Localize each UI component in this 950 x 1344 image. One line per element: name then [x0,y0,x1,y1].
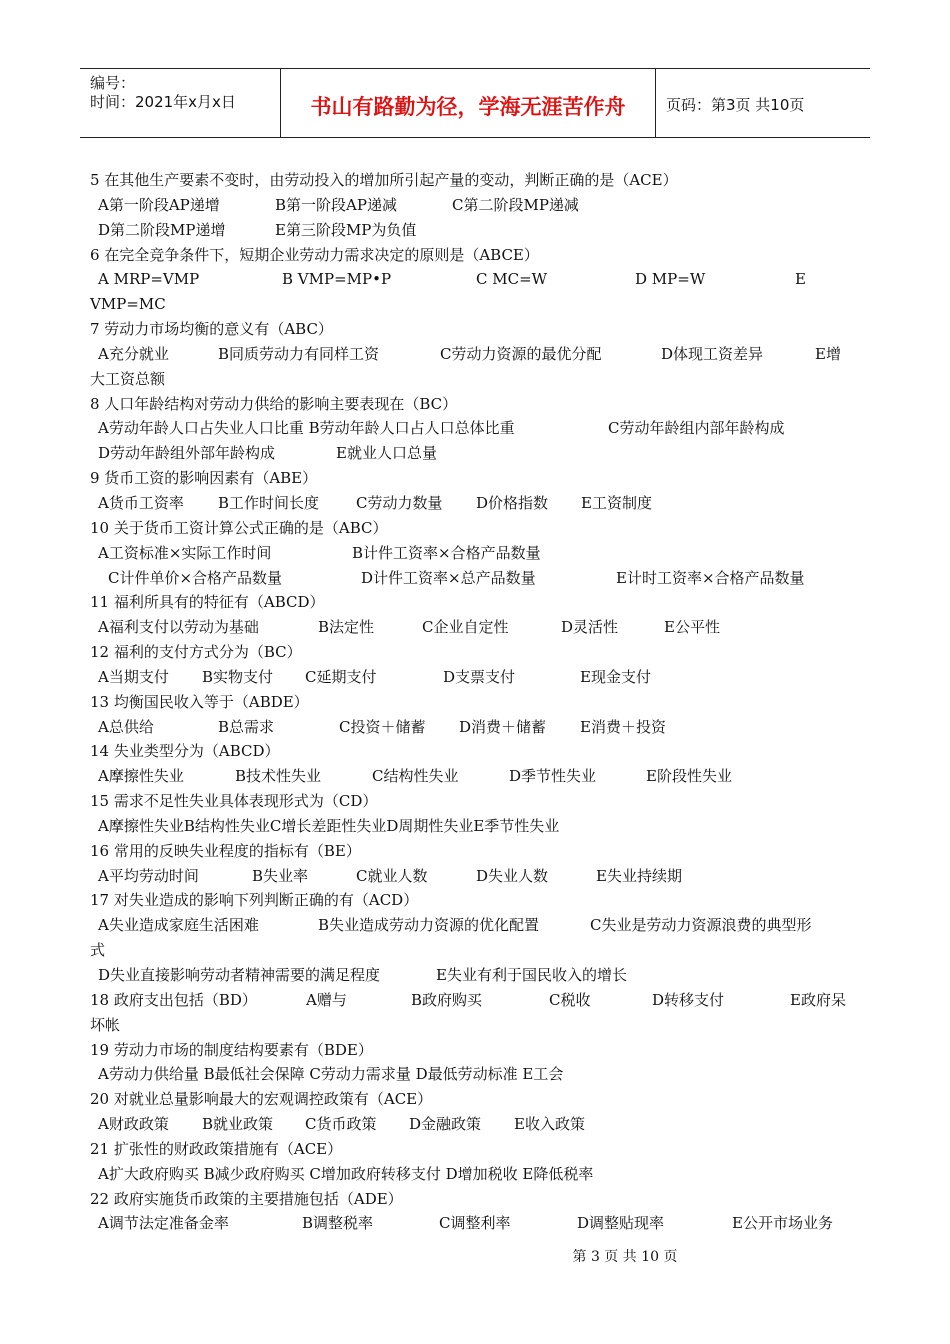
option-c: C延期支付 [305,667,377,686]
question-list [90,168,860,1236]
question-13-title: 13 均衡国民收入等于（ABDE） [90,692,309,711]
question-8-title: 8 人口年龄结构对劳动力供给的影响主要表现在（BC） [90,394,458,413]
question-14-title: 14 失业类型分为（ABCD） [90,742,280,761]
option-b: B失业造成劳动力资源的优化配置 [318,916,540,935]
question-7-options-row1 [90,342,860,367]
header-motto: 书山有路勤为径，学海无涯苦作舟 [310,95,626,119]
option-d: D第二阶段MP递增 [98,220,226,239]
option-d: D MP=W [635,270,706,289]
question-8-options-row1 [90,416,860,441]
question-17-option-c-continued: 式 [90,941,106,960]
option-b: B技术性失业 [235,767,322,786]
option-e: E [795,270,806,289]
question-10-title: 10 关于货币工资计算公式正确的是（ABC） [90,518,388,537]
question-5-options-row1 [90,193,860,218]
option-b: B实物支付 [202,667,274,686]
page-footer [0,1246,950,1266]
question-15-title: 15 需求不足性失业具体表现形式为（CD） [90,792,378,811]
option-e: E阶段性失业 [646,767,732,786]
question-10-options-row1 [90,541,860,566]
option-d: D失业直接影响劳动者精神需要的满足程度 [98,966,381,984]
question-15-options: A摩擦性失业B结构性失业C增长差距性失业D周期性失业E季节性失业 [98,816,560,835]
option-c: C税收 [549,990,591,1009]
question-16-title: 16 常用的反映失业程度的指标有（BE） [90,841,361,860]
option-a-b: A劳动年龄人口占失业人口比重 B劳动年龄人口占人口总体比重 [98,419,515,438]
option-e: E计时工资率×合格产品数量 [616,568,805,587]
question-8-options-row2 [90,441,860,466]
option-b: B工作时间长度 [218,493,320,512]
option-a: A当期支付 [98,667,169,686]
question-19-options: A劳动力供给量 B最低社会保障 C劳动力需求量 D最低劳动标准 E工会 [98,1065,564,1084]
question-9-options [90,491,860,516]
option-d: D调整贴现率 [577,1214,665,1233]
option-d: D消费＋储蓄 [459,717,547,736]
question-5-options-row2 [90,218,860,243]
option-e: E政府呆 [790,990,846,1009]
option-c: C劳动年龄组内部年龄构成 [608,419,785,438]
question-7-option-e-continued: 大工资总额 [90,369,166,388]
option-c: C企业自定性 [422,618,509,637]
question-12-options [90,665,860,690]
option-b: B法定性 [318,618,375,637]
option-b: B调整税率 [302,1214,374,1233]
question-11-title: 11 福利所具有的特征有（ABCD） [90,593,325,612]
option-d: D劳动年龄组外部年龄构成 [98,444,276,463]
option-a: A失业造成家庭生活困难 [98,916,259,935]
option-e: E工资制度 [581,493,652,512]
question-6-option-e-continued: VMP=MC [90,295,166,314]
option-c: C MC=W [476,270,548,289]
option-e: E增 [815,344,841,363]
option-c: C劳动力数量 [356,493,443,512]
question-18-option-e-continued: 坏帐 [90,1015,121,1034]
question-16-options [90,864,860,889]
question-17-options-row1 [90,913,860,938]
question-13-options [90,715,860,740]
option-a: A MRP=VMP [98,270,200,289]
option-d: D价格指数 [476,493,549,512]
header-middle [280,69,656,137]
document-date-label: 时间：2021年x月x日 [90,93,236,111]
option-d: D支票支付 [443,667,516,686]
question-19-title: 19 劳动力市场的制度结构要素有（BDE） [90,1040,373,1059]
header-right [654,69,870,137]
option-c: C失业是劳动力资源浪费的典型形 [590,916,812,935]
option-e: E现金支付 [580,667,651,686]
question-17-title: 17 对失业造成的影响下列判断正确的有（ACD） [90,891,419,910]
option-a: A平均劳动时间 [98,866,199,885]
question-18-row [90,988,860,1013]
option-c: C就业人数 [356,866,428,885]
option-b: B就业政策 [202,1115,274,1134]
question-9-title: 9 货币工资的影响因素有（ABE） [90,469,318,488]
option-d: D季节性失业 [509,767,597,786]
option-a: A赠与 [306,990,347,1009]
question-18-title: 18 政府支出包括（BD） [90,990,257,1009]
option-a: A财政政策 [98,1115,169,1134]
option-c: C调整利率 [439,1214,511,1233]
option-a: A充分就业 [98,344,169,363]
option-d: D灵活性 [561,618,619,637]
option-d: D金融政策 [409,1115,482,1134]
option-a: A第一阶段AP递增 [98,195,220,214]
option-c: C第二阶段MP递减 [452,195,579,214]
document-number-label: 编号： [90,74,136,92]
option-d: D失业人数 [476,866,549,885]
question-6-options-row1 [90,267,860,292]
option-a: A工资标准×实际工作时间 [98,543,272,562]
option-e: E失业持续期 [596,866,682,885]
option-a: A货币工资率 [98,493,184,512]
option-b: B政府购买 [411,990,483,1009]
option-b: B总需求 [218,717,275,736]
option-e: E就业人口总量 [336,444,437,463]
option-b: B同质劳动力有同样工资 [218,344,380,363]
option-d: D计件工资率×总产品数量 [361,568,536,587]
question-21-title: 21 扩张性的财政政策措施有（ACE） [90,1139,343,1158]
option-c: C劳动力资源的最优分配 [440,344,602,363]
question-22-title: 22 政府实施货币政策的主要措施包括（ADE） [90,1189,403,1208]
option-b: B第一阶段AP递减 [275,195,397,214]
option-e: E公平性 [664,618,720,637]
option-b: B VMP=MP•P [282,270,392,289]
option-e: E失业有利于国民收入的增长 [436,966,627,984]
option-c: C结构性失业 [372,767,459,786]
option-a: A摩擦性失业 [98,767,184,786]
question-6-title: 6 在完全竞争条件下，短期企业劳动力需求决定的原则是（ABCE） [90,245,539,264]
question-20-title: 20 对就业总量影响最大的宏观调控政策有（ACE） [90,1090,433,1109]
question-22-options [90,1211,860,1236]
question-10-options-row2 [90,566,860,591]
option-d: D体现工资差异 [661,344,764,363]
option-b: B失业率 [252,866,309,885]
question-20-options [90,1112,860,1137]
option-a: A福利支付以劳动为基础 [98,618,259,637]
option-c: C计件单价×合格产品数量 [108,568,283,587]
header-left [80,69,280,137]
question-14-options [90,764,860,789]
option-a: A调节法定准备金率 [98,1214,229,1233]
question-11-options [90,615,860,640]
question-7-title: 7 劳动力市场均衡的意义有（ABC） [90,320,333,339]
question-17-options-row2 [90,963,860,988]
question-21-options: A扩大政府购买 B减少政府购买 C增加政府转移支付 D增加税收 E降低税率 [98,1164,594,1183]
option-a: A总供给 [98,717,154,736]
option-c: C货币政策 [305,1115,377,1134]
option-e: E公开市场业务 [732,1214,833,1233]
option-e: E收入政策 [514,1115,585,1134]
page-header [80,68,870,138]
option-e: E消费＋投资 [580,717,666,736]
option-d: D转移支付 [652,990,725,1009]
question-12-title: 12 福利的支付方式分为（BC） [90,643,302,662]
header-page-number: 页码：第3页 共10页 [666,96,805,114]
question-5-title: 5 在其他生产要素不变时，由劳动投入的增加所引起产量的变动，判断正确的是（ACE） [90,171,678,189]
option-e: E第三阶段MP为负值 [275,220,417,239]
option-b: B计件工资率×合格产品数量 [352,543,541,562]
option-c: C投资＋储蓄 [339,717,426,736]
footer-page-number: 第 3 页 共 10 页 [572,1249,678,1265]
